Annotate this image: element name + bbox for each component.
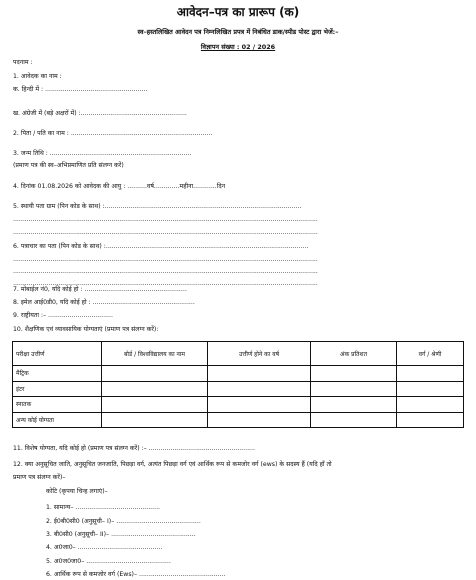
table-row bbox=[13, 412, 464, 428]
correspondence-address-line[interactable]: ........................................................................................................................................................... bbox=[13, 280, 318, 287]
special-qualification-field[interactable]: 11. विशेष योग्यता, यदि कोई हो (प्रमाण पत्र संलग्न करें) :– ...................................................... bbox=[13, 445, 255, 452]
dob-note: (प्रमाण पत्र की स्व–अभिप्रमाणित प्रति संलग्न करें) bbox=[13, 162, 124, 169]
qualifications-label: 10. शैक्षणिक एवं व्यावसायिक योग्यताएं (प्रमाण पत्र संलग्न करें): bbox=[13, 326, 159, 333]
table-header-row bbox=[13, 342, 464, 366]
table-cell[interactable] bbox=[102, 397, 208, 413]
form-title: आवेदन–पत्र का प्रारूप (क) bbox=[176, 5, 300, 19]
table-cell[interactable] bbox=[102, 412, 208, 428]
advertisement-number: विज्ञापन संख्या : 02 / 2026 bbox=[200, 43, 276, 51]
table-cell[interactable] bbox=[208, 397, 311, 413]
table-cell[interactable] bbox=[102, 381, 208, 397]
exam-cell: अन्य कोई योग्यता bbox=[13, 412, 102, 428]
category-option[interactable]: 4. अ0जा0– ........................................... bbox=[46, 544, 163, 551]
table-cell[interactable] bbox=[102, 366, 208, 382]
category-option[interactable]: 1. सामान्य– ........................................... bbox=[46, 504, 161, 511]
name-english-field[interactable]: ख. अंग्रेजी में (बड़े अक्षरों में) :...................................................... bbox=[13, 110, 187, 117]
category-option[interactable]: 3. बी0सी0 (अनुसूची– II)– ........................................... bbox=[46, 531, 196, 538]
table-row bbox=[13, 397, 464, 413]
category-prompt: कोटि (कृपया चिन्ह लगाएं)– bbox=[46, 488, 108, 495]
father-husband-field[interactable]: 2. पिता / पति का नाम : ........................................................................ bbox=[13, 130, 213, 137]
table-header: उत्तीर्ण होने का वर्ष bbox=[208, 342, 311, 366]
table-cell[interactable] bbox=[311, 397, 397, 413]
table-cell[interactable] bbox=[311, 381, 397, 397]
correspondence-address-line[interactable]: ........................................................................................................................................................... bbox=[13, 256, 318, 263]
table-cell[interactable] bbox=[397, 381, 464, 397]
email-field[interactable]: 8. इमेल आई0डी0, यदि कोई हो : .................................................... bbox=[13, 299, 195, 306]
table-row bbox=[13, 366, 464, 382]
category-question-cont: प्रमाण पत्र संलग्न करें)– bbox=[13, 474, 66, 481]
table-cell[interactable] bbox=[397, 412, 464, 428]
post-label: पदनाम : bbox=[13, 59, 33, 66]
mobile-field[interactable]: 7. मोबाईल नं0, यदि कोई हो : .................................................... bbox=[13, 286, 187, 293]
table-cell[interactable] bbox=[397, 397, 464, 413]
table-header: वर्ग / श्रेणी bbox=[397, 342, 464, 366]
table-row bbox=[13, 381, 464, 397]
qualifications-table bbox=[12, 341, 464, 428]
name-label: 1. आवेदक का नाम : bbox=[13, 73, 62, 80]
category-option[interactable]: 2. ई0बी0सी0 (अनुसूची– I)– ........................................... bbox=[46, 518, 201, 525]
exam-cell: इंटर bbox=[13, 381, 102, 397]
table-cell[interactable] bbox=[208, 381, 311, 397]
table-cell[interactable] bbox=[311, 366, 397, 382]
permanent-address-field[interactable]: 5. स्थायी पता ग्राम (पिन कोड के साथ) :.................................................................................................... bbox=[13, 203, 302, 210]
table-cell[interactable] bbox=[311, 412, 397, 428]
correspondence-address-field[interactable]: 6. पत्राचार का पता (पिन कोड के साथ) :....................................................................................................... bbox=[13, 243, 309, 250]
table-cell[interactable] bbox=[208, 366, 311, 382]
table-cell[interactable] bbox=[397, 366, 464, 382]
name-hindi-field[interactable]: क. हिन्दी में : .................................................... bbox=[13, 86, 148, 93]
exam-cell: स्नातक bbox=[13, 397, 102, 413]
correspondence-address-line[interactable]: ........................................................................................................................................................... bbox=[13, 268, 318, 275]
nationality-field[interactable]: 9. राष्ट्रीयता :– ................................. bbox=[13, 312, 113, 319]
category-option[interactable]: 5. अ0ज0जा0– ........................................... bbox=[46, 558, 171, 565]
permanent-address-line[interactable]: ........................................................................................................................................................... bbox=[13, 229, 318, 236]
table-header: बोर्ड / विश्वविद्यालय का नाम bbox=[102, 342, 208, 366]
category-option[interactable]: 6. आर्थिक रूप से कमजोर वर्ग (Ews)– ............................................ bbox=[46, 571, 226, 578]
form-subtitle: स्व–हस्तलिखित आवेदन पत्र निम्नलिखित प्रपत्र में निबंधित डाक/स्पीड पोस्ट द्वारा भेजें:– bbox=[137, 28, 339, 36]
age-field[interactable]: 4. दिनांक 01.08.2026 को आवेदक की आयु : ..........वर्ष.............महीना............दिन bbox=[13, 183, 226, 190]
category-question: 12. क्या अनुसूचित जाति, अनुसूचित जनजाति, पिछड़ा वर्ग, अत्यंत पिछड़ा वर्ग एवं आर्थिक रूप से कमजोर वर्ग (ews) के सदस्य हैं (यदि हाँ तो bbox=[13, 461, 332, 468]
exam-cell: मैट्रिक bbox=[13, 366, 102, 382]
table-header: परीक्षा उत्तीर्ण bbox=[13, 342, 102, 366]
dob-field[interactable]: 3. जन्म तिथि : ........................................................................ bbox=[13, 150, 192, 157]
table-header: अंक प्रतिशत bbox=[311, 342, 397, 366]
table-cell[interactable] bbox=[208, 412, 311, 428]
permanent-address-line[interactable]: ........................................................................................................................................................... bbox=[13, 216, 318, 223]
